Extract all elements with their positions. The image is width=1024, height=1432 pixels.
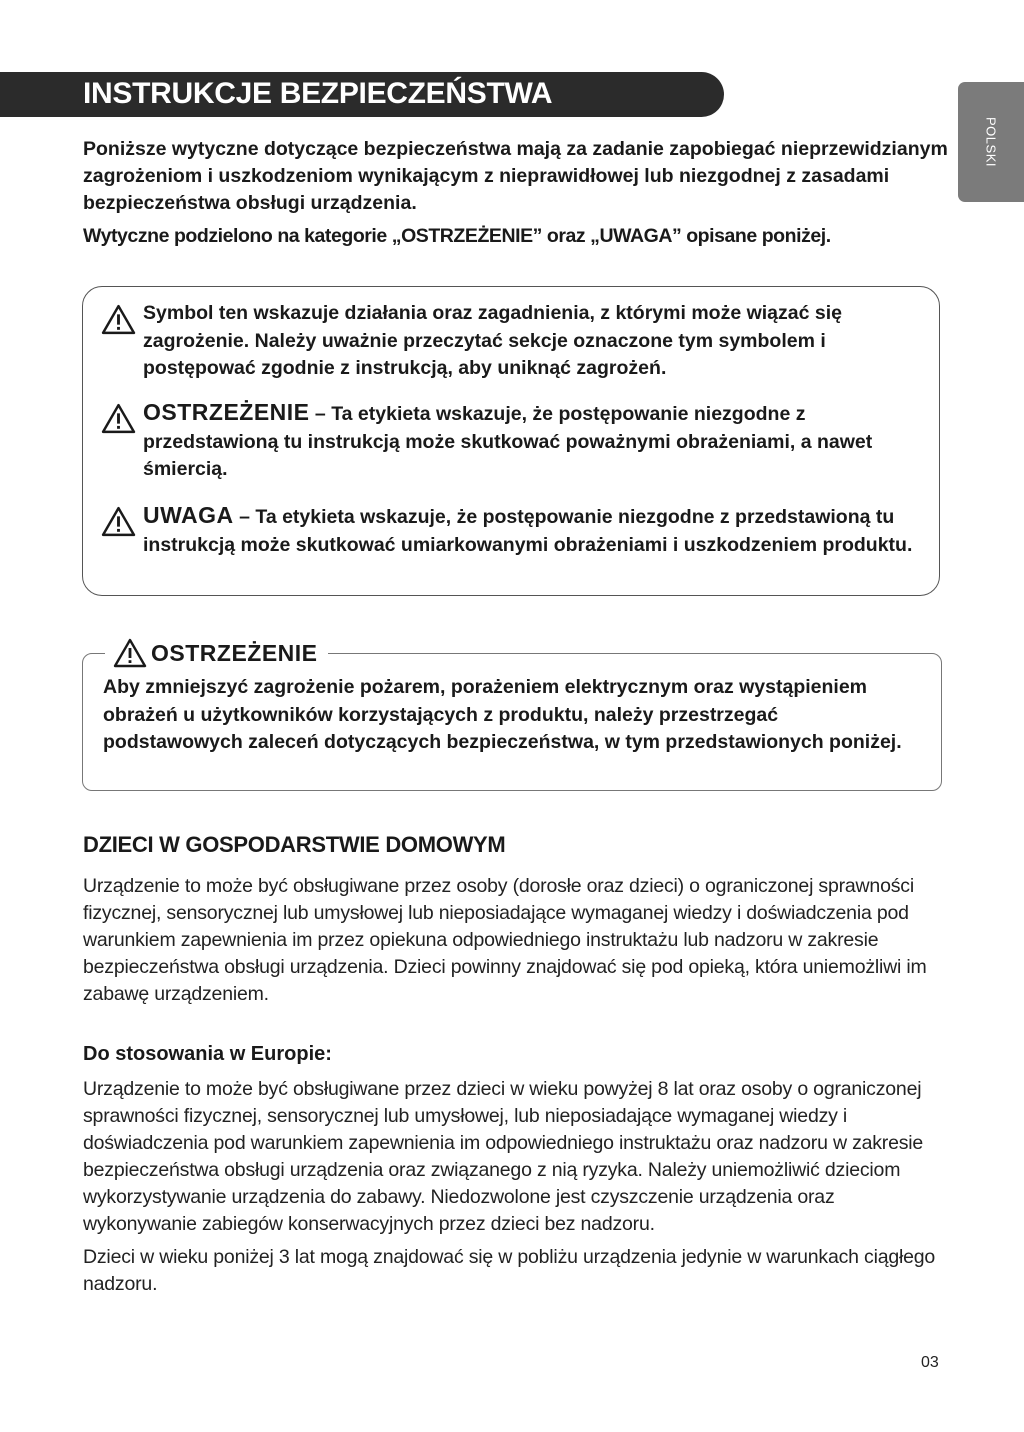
language-tab bbox=[958, 82, 1024, 202]
caution-label-description bbox=[143, 502, 931, 559]
caution-label: UWAGA bbox=[143, 502, 234, 528]
header-bar bbox=[0, 72, 724, 117]
europe-paragraph-supervision: Dzieci w wieku poniżej 3 lat mogą znajdować się w pobliżu urządzenia jedynie w warunkach ciągłego nadzoru. bbox=[83, 1246, 936, 1295]
symbol-item-caution bbox=[101, 502, 931, 559]
warning-box-label: OSTRZEŻENIE bbox=[151, 639, 318, 666]
intro-paragraph: Poniższe wytyczne dotyczące bezpieczeństwa mają za zadanie zapobiegać nieprzewidzianym zagrożeniom i uszkodzeniom wynikającym z nieprawidłowej lub niezgodnej z zasadami bezpieczeństwa obsługi urządzenia. bbox=[83, 138, 948, 214]
warning-triangle-icon bbox=[101, 506, 136, 537]
warning-triangle-icon bbox=[113, 638, 147, 668]
warning-box-text: Aby zmniejszyć zagrożenie pożarem, porażeniem elektrycznym oraz wystąpieniem obrażeń u użytkowników korzystających z produktu, należy przestrzegać podstawowych zaleceń dotyczących bezpieczeństwa, w tym przedstawionych poniżej. bbox=[103, 676, 902, 753]
warning-box bbox=[82, 639, 942, 791]
intro-categories-paragraph: Wytyczne podzielono na kategorie „OSTRZEŻENIE” oraz „UWAGA” opisane poniżej. bbox=[83, 225, 831, 247]
symbol-description: Symbol ten wskazuje działania oraz zagadnienia, z którymi może wiązać się zagrożenie. Należy uważnie przeczytać sekcje oznaczone tym symbolem i postępować zgodnie z instrukcją, aby uniknąć zagrożeń. bbox=[143, 302, 842, 379]
europe-section-text bbox=[83, 1076, 943, 1298]
symbol-item-general bbox=[101, 300, 931, 383]
children-section-text bbox=[83, 873, 943, 1008]
warning-label: OSTRZEŻENIE bbox=[143, 399, 310, 425]
warning-label-text: – Ta etykieta wskazuje, że postępowanie niezgodne z przedstawioną tu instrukcją może skutkować poważnymi obrażeniami, a nawet śmiercią. bbox=[143, 403, 873, 480]
warning-triangle-icon bbox=[101, 304, 136, 335]
caution-label-text: – Ta etykieta wskazuje, że postępowanie niezgodne z przedstawioną tu instrukcją może skutkować umiarkowanymi obrażeniami i uszkodzeniem produktu. bbox=[143, 506, 913, 556]
language-tab-label: POLSKI bbox=[983, 117, 999, 167]
warning-label-description bbox=[143, 399, 931, 484]
intro-section bbox=[83, 136, 953, 250]
europe-section-heading: Do stosowania w Europie: bbox=[83, 1043, 332, 1065]
symbols-box bbox=[82, 286, 940, 596]
page-title: INSTRUKCJE BEZPIECZEŃSTWA bbox=[83, 77, 553, 110]
page-number: 03 bbox=[921, 1354, 939, 1371]
europe-paragraph: Urządzenie to może być obsługiwane przez dzieci w wieku powyżej 8 lat oraz osoby o ograniczonej sprawności fizycznej, sensorycznej lub umysłowej, lub nieposiadające wymaganej wiedzy i doświadczenia pod warunkiem zapewnienia im odpowiedniego instruktażu oraz nadzoru w zakresie bezpieczeństwa obsługi urządzenia oraz związanego z nią ryzyka. Należy uniemożliwić dzieciom wykorzystywanie urządzenia do zabawy. Niedozwolone jest czyszczenie urządzenia oraz wykonywanie zabiegów konserwacyjnych przez dzieci bez nadzoru. bbox=[83, 1078, 924, 1235]
children-section-heading: DZIECI W GOSPODARSTWIE DOMOWYM bbox=[83, 832, 506, 857]
symbol-item-warning bbox=[101, 399, 931, 484]
warning-triangle-icon bbox=[101, 403, 136, 434]
children-paragraph: Urządzenie to może być obsługiwane przez osoby (dorosłe oraz dzieci) o ograniczonej sprawności fizycznej, sensorycznej lub umysłowej lub nieposiadające wymaganej wiedzy i doświadczenia pod warunkiem zapewnienia im przez opiekuna odpowiedniego instruktażu lub nadzoru w zakresie bezpieczeństwa obsługi urządzenia. Dzieci powinny znajdować się pod opieką, która uniemożliwi im zabawę urządzeniem. bbox=[83, 875, 927, 1005]
warning-box-title bbox=[105, 636, 328, 670]
